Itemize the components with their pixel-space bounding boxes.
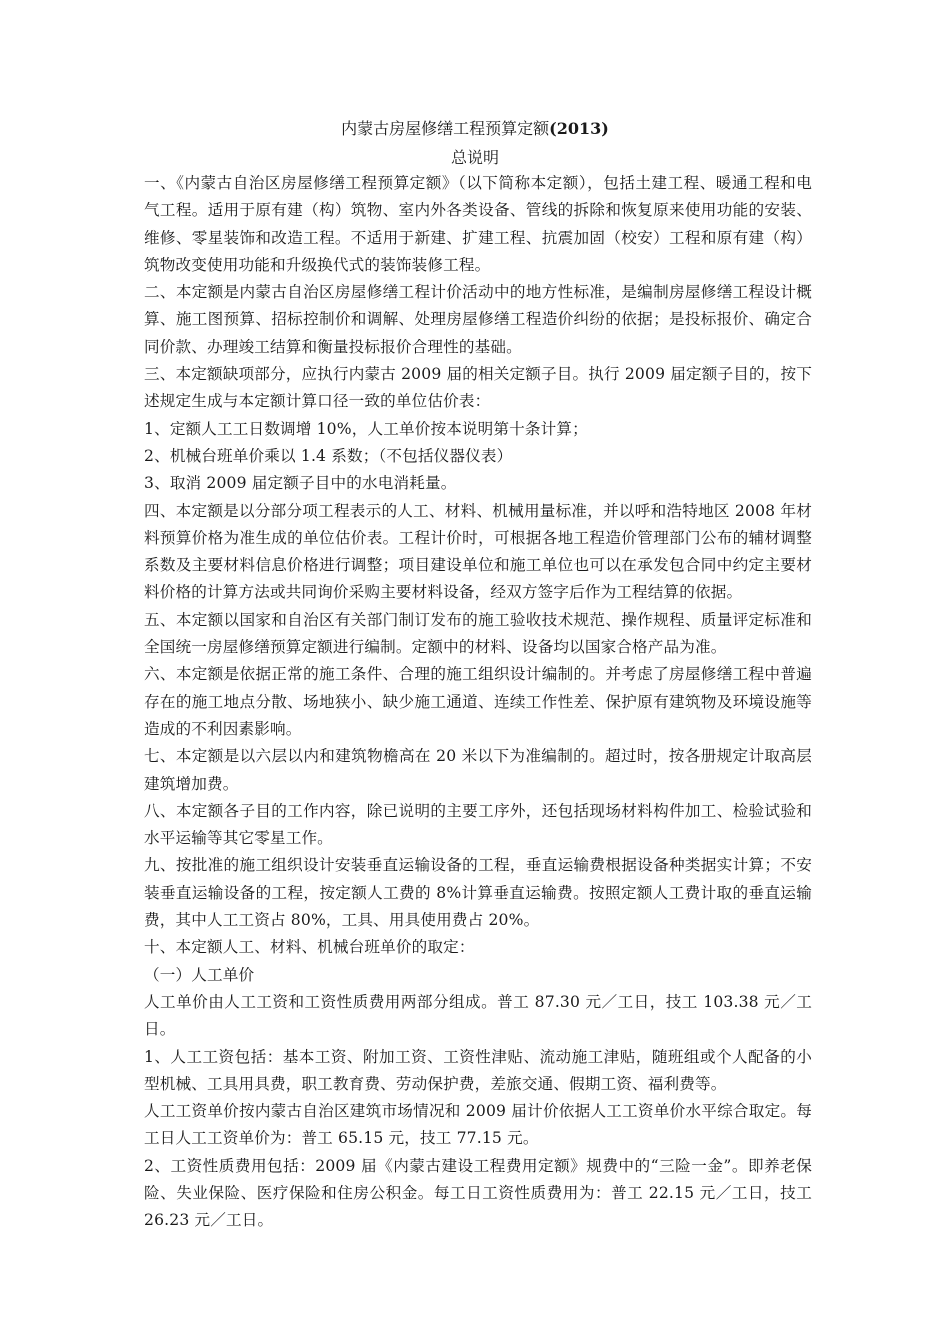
paragraph-labor-wage-rate: 人工工资单价按内蒙古自治区建筑市场情况和 2009 届计价依据人工工资单价水平综合取定。每工日人工工资单价为：普工 65.15 元，技工 77.15 元。 [144,1102,812,1148]
paragraph-10: 十、本定额人工、材料、机械台班单价的取定： [144,938,475,957]
paragraph-7: 七、本定额是以六层以内和建筑物檐高在 20 米以下为准编制的。超过时，按各册规定计取高层建筑增加费。 [144,747,812,793]
paragraph-2: 二、本定额是内蒙古自治区房屋修缮工程计价活动中的地方性标准，是编制房屋修缮工程设计概算、施工图预算、招标控制价和调解、处理房屋修缮工程造价纠纷的依据；是投标报价、确定合同价款、办理竣工结算和衡量投标报价合理性的基础。 [144,283,812,356]
paragraph-5: 五、本定额以国家和自治区有关部门制订发布的施工验收技术规范、操作规程、质量评定标准和全国统一房屋修缮预算定额进行编制。定额中的材料、设备均以国家合格产品为准。 [144,610,812,657]
paragraph-labor-price: 人工单价由人工工资和工资性质费用两部分组成。普工 87.30 元／工日，技工 103.38 元／工日。 [144,992,812,1039]
paragraph-3-item-2: 2、机械台班单价乘以 1.4 系数；（不包括仪器仪表） [144,446,513,465]
paragraph-4: 四、本定额是以分部分项工程表示的人工、材料、机械用量标准，并以呼和浩特地区 2008 年材料预算价格为准生成的单位估价表。工程计价时，可根据各地工程造价管理部门公布的辅材调整系数及主要材料信息价格进行调整；项目建设单位和施工单位也可以在承发包合同中约定主要材料价格的计算方法或共同询价采购主要材料设备，经双方签字后作为工程结算的依据。 [144,501,812,602]
paragraph-wage-related-fees: 2、工资性质费用包括：2009 届《内蒙古建设工程费用定额》规费中的“三险一金”。即养老保险、失业保险、医疗保险和住房公积金。每工日工资性质费用为：普工 22.15 元／工日，技工 26.23 元／工日。 [144,1156,812,1230]
document-title [0,117,950,141]
paragraph-9: 九、按批准的施工组织设计安装垂直运输设备的工程，垂直运输费根据设备种类据实计算；不安装垂直运输设备的工程，按定额人工费的 8%计算垂直运输费。按照定额人工费计取的垂直运输费，其中人工工资占 80%，工具、用具使用费占 20%。 [144,856,812,930]
paragraph-3-item-3: 3、取消 2009 届定额子目中的水电消耗量。 [144,474,457,493]
paragraph-8: 八、本定额各子目的工作内容，除已说明的主要工序外，还包括现场材料构件加工、检验试验和水平运输等其它零星工作。 [144,801,812,848]
document-subtitle: 总说明 [450,148,499,167]
document-body [144,170,812,1235]
document-title-year: (2013) [549,119,609,138]
paragraph-3: 三、本定额缺项部分，应执行内蒙古 2009 届的相关定额子目。执行 2009 届定额子目的，按下述规定生成与本定额计算口径一致的单位估价表： [144,365,812,411]
paragraph-labor-wage-items: 1、人工工资包括：基本工资、附加工资、工资性津贴、流动施工津贴，随班组或个人配备的小型机械、工具用具费，职工教育费、劳动保护费，差旅交通、假期工资、福利费等。 [144,1047,812,1093]
paragraph-3-item-1: 1、定额人工工日数调增 10%，人工单价按本说明第十条计算； [144,419,588,438]
document-title-text: 内蒙古房屋修缮工程预算定额 [341,119,550,138]
paragraph-1: 一、《内蒙古自治区房屋修缮工程预算定额》（以下简称本定额），包括土建工程、暖通工程和电气工程。适用于原有建（构）筑物、室内外各类设备、管线的拆除和恢复原来使用功能的安装、维修、零星装饰和改造工程。不适用于新建、扩建工程、抗震加固（校安）工程和原有建（构）筑物改变使用功能和升级换代式的装饰装修工程。 [144,174,812,274]
paragraph-6: 六、本定额是依据正常的施工条件、合理的施工组织设计编制的。并考虑了房屋修缮工程中普遍存在的施工地点分散、场地狭小、缺少施工通道、连续工作性差、保护原有建筑物及环境设施等造成的不利因素影响。 [144,665,812,738]
section-heading-labor-price: （一）人工单价 [144,965,255,984]
